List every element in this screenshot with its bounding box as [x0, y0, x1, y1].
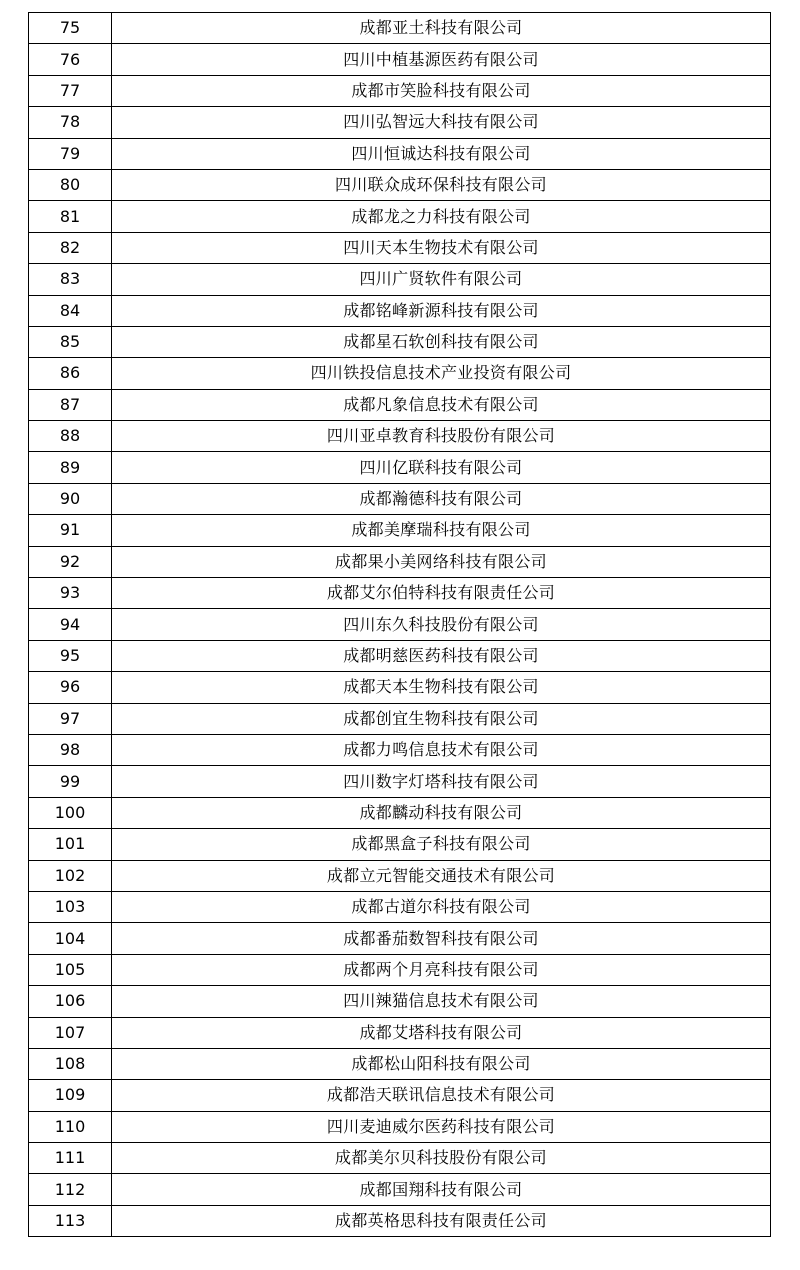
company-name: 成都亚土科技有限公司 [112, 13, 771, 44]
company-name: 四川亿联科技有限公司 [112, 452, 771, 483]
table-row [29, 138, 771, 169]
table-row [29, 797, 771, 828]
row-number: 92 [29, 546, 112, 577]
row-number: 85 [29, 326, 112, 357]
row-number: 97 [29, 703, 112, 734]
table-row [29, 1017, 771, 1048]
row-number: 108 [29, 1048, 112, 1079]
company-name: 成都古道尔科技有限公司 [112, 891, 771, 922]
company-name: 成都创宜生物科技有限公司 [112, 703, 771, 734]
table-row [29, 640, 771, 671]
table-row [29, 107, 771, 138]
row-number: 76 [29, 44, 112, 75]
table-row [29, 546, 771, 577]
company-name: 成都龙之力科技有限公司 [112, 201, 771, 232]
row-number: 81 [29, 201, 112, 232]
row-number: 109 [29, 1080, 112, 1111]
company-name: 成都英格思科技有限责任公司 [112, 1205, 771, 1236]
row-number: 111 [29, 1143, 112, 1174]
table-row [29, 766, 771, 797]
row-number: 82 [29, 232, 112, 263]
row-number: 84 [29, 295, 112, 326]
table-row [29, 1080, 771, 1111]
row-number: 93 [29, 578, 112, 609]
row-number: 105 [29, 954, 112, 985]
table-row [29, 232, 771, 263]
row-number: 75 [29, 13, 112, 44]
row-number: 90 [29, 483, 112, 514]
row-number: 113 [29, 1205, 112, 1236]
table-row [29, 169, 771, 200]
table-row [29, 326, 771, 357]
row-number: 112 [29, 1174, 112, 1205]
company-name: 成都美摩瑞科技有限公司 [112, 515, 771, 546]
table-row [29, 75, 771, 106]
row-number: 78 [29, 107, 112, 138]
company-name: 成都凡象信息技术有限公司 [112, 389, 771, 420]
company-name: 成都松山阳科技有限公司 [112, 1048, 771, 1079]
company-name: 四川中植基源医药有限公司 [112, 44, 771, 75]
row-number: 89 [29, 452, 112, 483]
row-number: 100 [29, 797, 112, 828]
company-name: 成都明慈医药科技有限公司 [112, 640, 771, 671]
company-name: 成都铭峰新源科技有限公司 [112, 295, 771, 326]
row-number: 91 [29, 515, 112, 546]
table-row [29, 891, 771, 922]
table-row [29, 1048, 771, 1079]
row-number: 103 [29, 891, 112, 922]
table-row [29, 578, 771, 609]
row-number: 96 [29, 672, 112, 703]
company-list [28, 12, 770, 1237]
company-name: 四川天本生物技术有限公司 [112, 232, 771, 263]
company-name: 成都星石软创科技有限公司 [112, 326, 771, 357]
row-number: 80 [29, 169, 112, 200]
company-table-body [29, 13, 771, 1237]
company-name: 成都浩天联讯信息技术有限公司 [112, 1080, 771, 1111]
company-name: 四川数字灯塔科技有限公司 [112, 766, 771, 797]
table-row [29, 295, 771, 326]
table-row [29, 13, 771, 44]
table-row [29, 421, 771, 452]
company-name: 四川铁投信息技术产业投资有限公司 [112, 358, 771, 389]
table-row [29, 483, 771, 514]
company-name: 四川麦迪威尔医药科技有限公司 [112, 1111, 771, 1142]
company-name: 四川联众成环保科技有限公司 [112, 169, 771, 200]
table-row [29, 264, 771, 295]
row-number: 83 [29, 264, 112, 295]
table-row [29, 954, 771, 985]
row-number: 107 [29, 1017, 112, 1048]
row-number: 86 [29, 358, 112, 389]
row-number: 87 [29, 389, 112, 420]
table-row [29, 1111, 771, 1142]
company-name: 成都美尔贝科技股份有限公司 [112, 1143, 771, 1174]
table-row [29, 1143, 771, 1174]
row-number: 98 [29, 734, 112, 765]
company-name: 成都国翔科技有限公司 [112, 1174, 771, 1205]
company-name: 成都天本生物科技有限公司 [112, 672, 771, 703]
row-number: 99 [29, 766, 112, 797]
company-name: 成都力鸣信息技术有限公司 [112, 734, 771, 765]
company-name: 成都麟动科技有限公司 [112, 797, 771, 828]
table-row [29, 986, 771, 1017]
company-table [28, 12, 771, 1237]
table-row [29, 515, 771, 546]
row-number: 102 [29, 860, 112, 891]
table-row [29, 358, 771, 389]
row-number: 77 [29, 75, 112, 106]
company-name: 成都两个月亮科技有限公司 [112, 954, 771, 985]
table-row [29, 1174, 771, 1205]
table-row [29, 609, 771, 640]
company-name: 成都黑盒子科技有限公司 [112, 829, 771, 860]
company-name: 成都市笑脸科技有限公司 [112, 75, 771, 106]
company-name: 四川东久科技股份有限公司 [112, 609, 771, 640]
table-row [29, 703, 771, 734]
row-number: 95 [29, 640, 112, 671]
table-row [29, 44, 771, 75]
company-name: 四川弘智远大科技有限公司 [112, 107, 771, 138]
company-name: 成都艾尔伯特科技有限责任公司 [112, 578, 771, 609]
company-name: 成都番茄数智科技有限公司 [112, 923, 771, 954]
company-name: 成都立元智能交通技术有限公司 [112, 860, 771, 891]
row-number: 79 [29, 138, 112, 169]
row-number: 104 [29, 923, 112, 954]
row-number: 101 [29, 829, 112, 860]
table-row [29, 201, 771, 232]
row-number: 106 [29, 986, 112, 1017]
row-number: 94 [29, 609, 112, 640]
row-number: 110 [29, 1111, 112, 1142]
company-name: 成都瀚德科技有限公司 [112, 483, 771, 514]
company-name: 成都艾塔科技有限公司 [112, 1017, 771, 1048]
company-name: 四川辣猫信息技术有限公司 [112, 986, 771, 1017]
company-name: 四川亚卓教育科技股份有限公司 [112, 421, 771, 452]
table-row [29, 452, 771, 483]
table-row [29, 672, 771, 703]
row-number: 88 [29, 421, 112, 452]
table-row [29, 923, 771, 954]
company-name: 四川恒诚达科技有限公司 [112, 138, 771, 169]
company-name: 成都果小美网络科技有限公司 [112, 546, 771, 577]
company-name: 四川广贤软件有限公司 [112, 264, 771, 295]
table-row [29, 860, 771, 891]
table-row [29, 1205, 771, 1236]
table-row [29, 389, 771, 420]
table-row [29, 734, 771, 765]
table-row [29, 829, 771, 860]
